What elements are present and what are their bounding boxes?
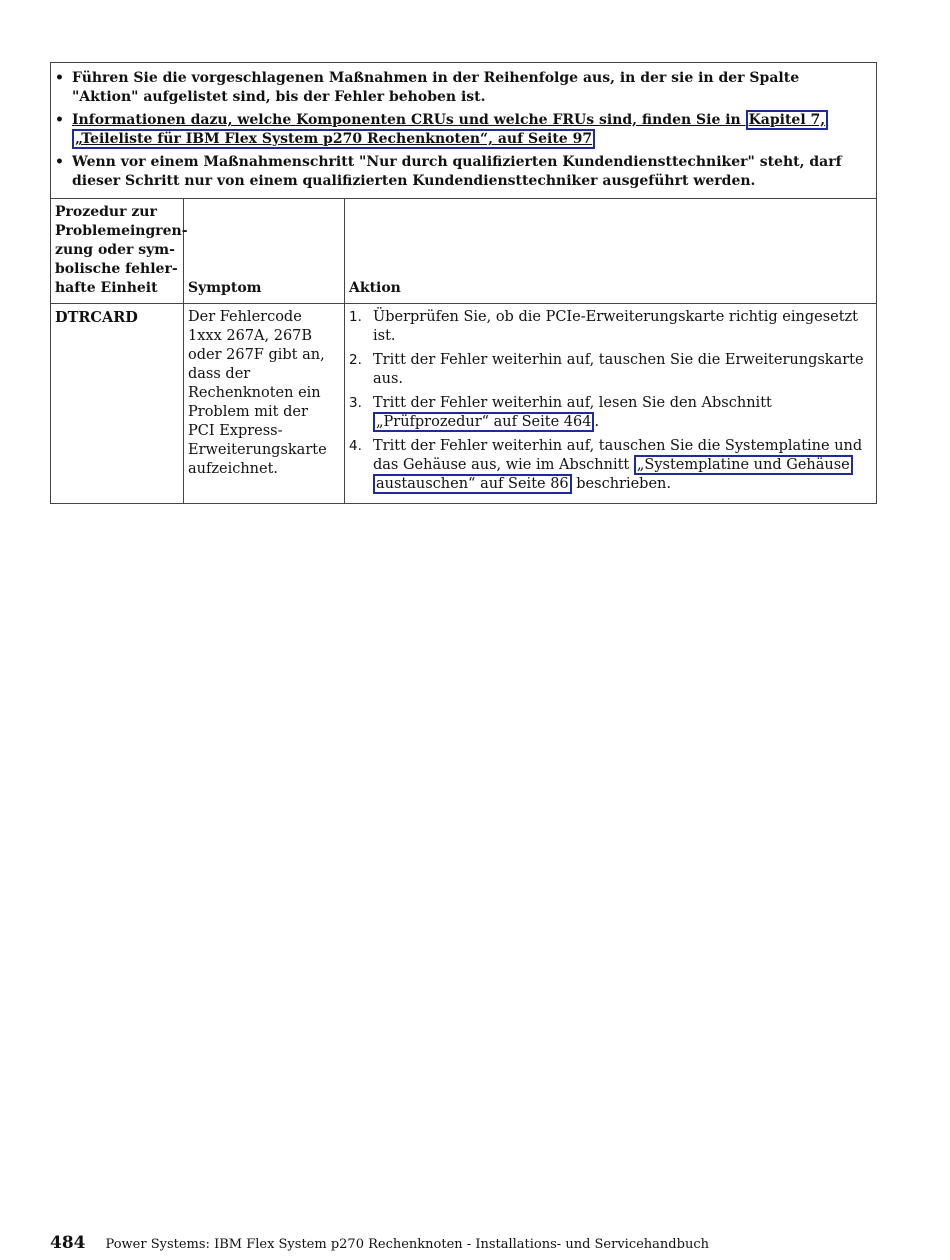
- header-symptom: Symptom: [184, 199, 345, 304]
- header-unit: Prozedur zur Problemeingren-zung oder sym-bolische fehler-hafte Einheit: [51, 199, 184, 304]
- symptom-cell: Der Fehlercode 1xxx 267A, 267B oder 267F gibt an, dass der Rechenknoten ein Problem mit der PCI Express-Erweiterungskarte aufzeichnet.: [184, 304, 345, 504]
- table-row: [51, 304, 877, 504]
- step-text-end: .: [594, 414, 600, 430]
- step-number: 3.: [349, 395, 362, 411]
- step-text: Tritt der Fehler weiterhin auf, tauschen Sie die Erweiterungskarte aus.: [373, 352, 864, 387]
- systemplatine-link[interactable]: „Systemplatine und Gehäuse austauschen“ auf Seite 86: [373, 455, 853, 494]
- step-number: 4.: [349, 438, 362, 454]
- pruefprozedur-link[interactable]: „Prüfprozedur“ auf Seite 464: [373, 412, 594, 432]
- step-number: 1.: [349, 309, 362, 325]
- bullet-icon: •: [55, 112, 64, 128]
- action-cell: [345, 304, 877, 504]
- action-steps: [349, 308, 871, 494]
- action-step: [349, 394, 871, 432]
- header-action: Aktion: [345, 199, 877, 304]
- page-footer: [50, 1233, 709, 1253]
- header-row: [51, 199, 877, 304]
- unit-cell: DTRCARD: [51, 304, 184, 504]
- chapter-7-link[interactable]: Kapitel 7, „Teileliste für IBM Flex System p270 Rechenknoten“, auf Seite 97: [72, 110, 828, 149]
- notes-cell: [51, 63, 877, 199]
- action-step: [349, 308, 871, 346]
- bullet-icon: •: [55, 154, 64, 170]
- procedure-table: [50, 62, 877, 504]
- note-text: Wenn vor einem Maßnahmenschritt "Nur durch qualifizierten Kundendiensttechniker" steht, darf dieser Schritt nur von einem qualifizierten Kundendiensttechniker ausgeführt werden.: [72, 154, 842, 189]
- step-number: 2.: [349, 352, 362, 368]
- note-item: [55, 153, 870, 191]
- step-text: Tritt der Fehler weiterhin auf, tauschen Sie die Systemplatine und das Gehäuse aus, wie im Abschnitt: [373, 438, 863, 473]
- action-step: [349, 437, 871, 494]
- note-text: Informationen dazu, welche Komponenten CRUs und welche FRUs sind, finden Sie in: [72, 112, 746, 128]
- notes-row: [51, 63, 877, 199]
- step-text-end: beschrieben.: [571, 476, 671, 492]
- note-item: [55, 69, 870, 107]
- footer-title: Power Systems: IBM Flex System p270 Rechenknoten - Installations- und Servicehandbuch: [105, 1237, 709, 1252]
- note-item: [55, 111, 870, 149]
- note-text: Führen Sie die vorgeschlagenen Maßnahmen in der Reihenfolge aus, in der sie in der Spalte "Aktion" aufgelistet sind, bis der Fehler behoben ist.: [72, 70, 800, 105]
- action-step: [349, 351, 871, 389]
- page-number: 484: [50, 1233, 86, 1253]
- step-text: Tritt der Fehler weiterhin auf, lesen Sie den Abschnitt: [373, 395, 772, 411]
- step-text: Überprüfen Sie, ob die PCIe-Erweiterungskarte richtig eingesetzt ist.: [373, 309, 859, 344]
- bullet-icon: •: [55, 70, 64, 86]
